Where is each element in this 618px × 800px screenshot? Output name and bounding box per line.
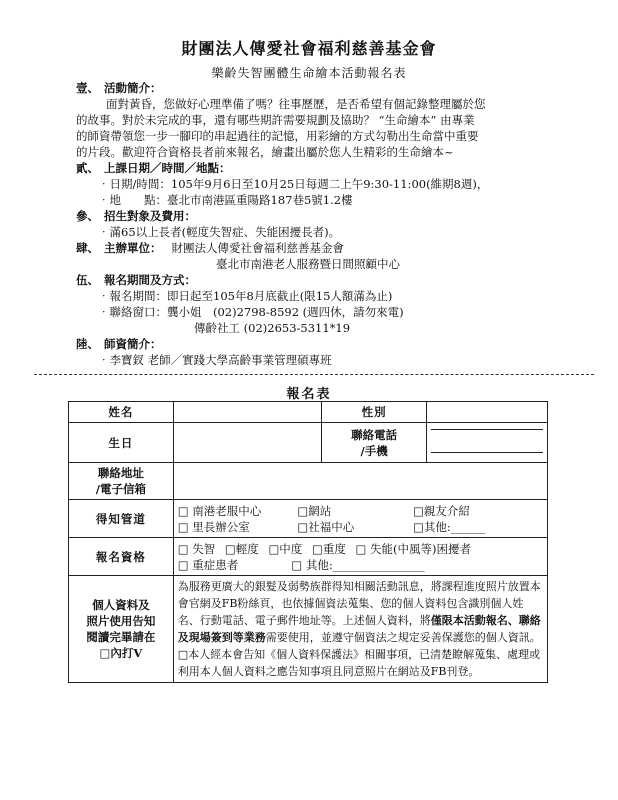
address-label: 聯絡地址 /電子信箱 bbox=[69, 463, 174, 500]
section-heading-organizer: 肆、 主辦單位： 財團法人傳愛社會福利慈善基金會 bbox=[76, 241, 345, 255]
section-heading-schedule: 貳、 上課日期／時間／地點： bbox=[76, 161, 231, 175]
channel-label: 得知管道 bbox=[69, 500, 174, 538]
channel-option[interactable]: □ 里長辦公室 bbox=[177, 519, 250, 534]
schedule-date: ‧日期/時間：105年9月6日至10月25日每週二上午9:30-11:00(維期8週)， bbox=[98, 177, 489, 191]
privacy-notice bbox=[173, 576, 547, 683]
section-heading-target: 參、 招生對象及費用： bbox=[76, 209, 196, 223]
qualification-option[interactable]: □輕度 bbox=[224, 541, 259, 556]
qualification-option[interactable]: □ 其他:________________ bbox=[291, 557, 425, 572]
cut-line-divider bbox=[34, 374, 594, 375]
gender-label: 性別 bbox=[322, 402, 427, 423]
address-field[interactable] bbox=[173, 463, 547, 500]
page-subtitle: 樂齡失智團體生命繪本活動報名表 bbox=[211, 66, 407, 80]
channel-option[interactable]: □ 南港老服中心 bbox=[177, 503, 262, 518]
form-title: 報名表 bbox=[286, 387, 332, 402]
channel-options[interactable] bbox=[173, 500, 547, 538]
qualification-label: 報名資格 bbox=[69, 538, 174, 576]
channel-option[interactable]: □網站 bbox=[297, 503, 332, 518]
privacy-text: 需要使用，並遵守個資法之規定妥善保護您的個人資訊。 bbox=[265, 631, 541, 644]
target-text: ‧滿65以上長者(輕度失智症、失能困擾長者)。 bbox=[98, 225, 341, 239]
page-title: 財團法人傳愛社會福利慈善基金會 bbox=[181, 39, 437, 58]
qualification-option[interactable]: □重度 bbox=[311, 541, 346, 556]
intro-line: 的師資帶領您一步一腳印的串起過往的記憶，用彩繪的方式勾勒出生命當中重要 bbox=[76, 129, 479, 143]
birthday-field[interactable] bbox=[173, 423, 322, 463]
section-heading-teacher: 陸、 師資簡介： bbox=[76, 337, 162, 351]
phone-field[interactable] bbox=[427, 423, 548, 463]
channel-option[interactable]: □親友介紹 bbox=[413, 503, 470, 518]
privacy-label: 個人資料及 照片使用告知 閱讀完畢請在 □內打V bbox=[69, 576, 174, 683]
gender-field[interactable] bbox=[427, 402, 548, 423]
registration-form bbox=[68, 401, 548, 683]
channel-option[interactable]: □其他:______ bbox=[413, 519, 486, 534]
section-heading-intro: 壹、 活動簡介： bbox=[76, 81, 162, 95]
privacy-bold-text: 僅限本活動報名、聯絡及現場簽到等業務 bbox=[177, 614, 541, 644]
organizer-main: 財團法人傳愛社會福利慈善基金會 bbox=[171, 241, 345, 255]
name-label: 姓名 bbox=[69, 402, 174, 423]
channel-option[interactable]: □社福中心 bbox=[297, 519, 355, 534]
qualification-option[interactable]: □ 失智 bbox=[177, 541, 216, 556]
info-content bbox=[76, 80, 546, 368]
contact-social-worker: 傳齡社工 (02)2653-5311*19 bbox=[194, 321, 351, 335]
phone-label: 聯絡電話 /手機 bbox=[322, 423, 427, 463]
intro-line: 面對黃昏，您做好心理準備了嗎？往事歷歷，是否希望有個記錄整理屬於您 bbox=[106, 97, 486, 111]
section-heading-registration: 伍、 報名期間及方式： bbox=[76, 273, 196, 287]
registration-period: ‧報名期間：即日起至105年8月底截止(限15人額滿為止) bbox=[98, 289, 393, 303]
qualification-option[interactable]: □中度 bbox=[268, 541, 303, 556]
privacy-text: 為服務更廣大的銀髮及弱勢族群得知相關活動訊息，將課程進度照片放置本會官網及FB粉絲頁，也依據個資法蒐集、您的個人資料包含識別個人姓名、行動電話、電子郵件地址等。上述個人資料，將 bbox=[177, 580, 541, 627]
organizer-co: 臺北市南港老人服務暨日間照顧中心 bbox=[216, 257, 400, 271]
privacy-consent-checkbox[interactable]: □本人經本會告知《個人資料保護法》相關事項，已清楚瞭解蒐集、處理或利用本人個人資料之應告知事項且同意照片在網站及FB刊登。 bbox=[177, 648, 541, 678]
schedule-location: ‧地 點：臺北市南港區重陽路187巷5號1.2樓 bbox=[98, 193, 353, 207]
qualification-option[interactable]: □ 失能(中風等)困擾者 bbox=[355, 541, 471, 556]
birthday-label: 生日 bbox=[69, 423, 174, 463]
teacher-intro: ‧李寶釵 老師／實踐大學高齡事業管理碩專班 bbox=[98, 353, 332, 367]
qualification-option[interactable]: □ 重症患者 bbox=[177, 557, 239, 572]
qualification-options[interactable] bbox=[173, 538, 547, 576]
name-field[interactable] bbox=[173, 402, 322, 423]
intro-line: 的故事。對於未完成的事，還有哪些期許需要規劃及協助？ “生命繪本” 由專業 bbox=[76, 113, 475, 127]
intro-line: 的片段。歡迎符合資格長者前來報名，繪畫出屬於您人生精彩的生命繪本~ bbox=[76, 145, 454, 159]
contact-window: ‧聯絡窗口：龔小姐 (02)2798-8592 (週四休，請勿來電) bbox=[98, 305, 404, 319]
